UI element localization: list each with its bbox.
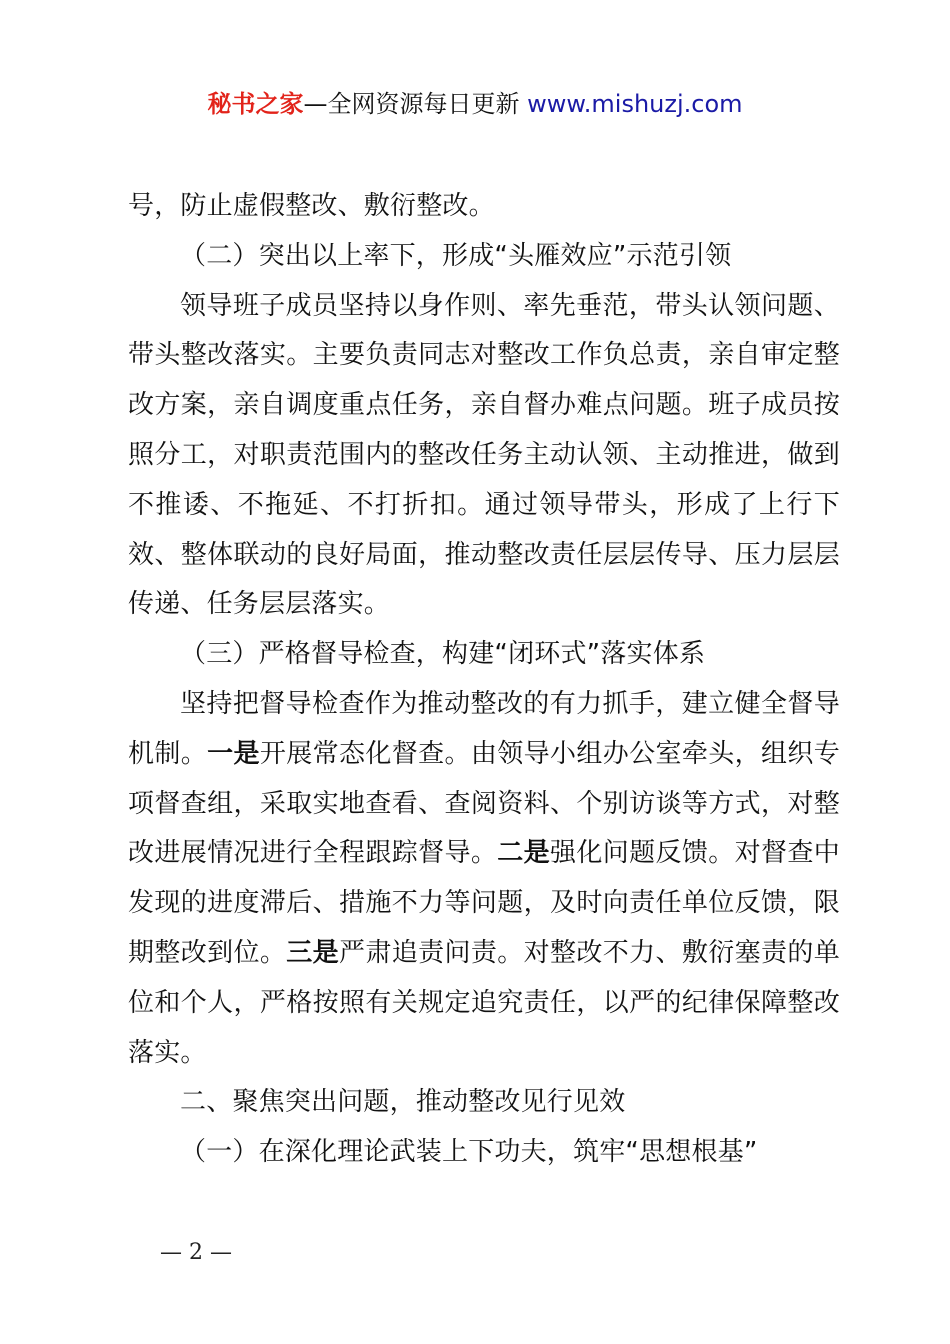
subsection-heading-1: （一）在深化理论武装上下功夫，筑牢“思想根基”	[180, 1137, 758, 1168]
document-body	[128, 182, 840, 1178]
paragraph-leadership: 领导班子成员坚持以身作则、率先垂范，带头认领问题、带头整改落实。主要负责同志对整改工作负总责，亲自审定整改方案，亲自调度重点任务，亲自督办难点问题。班子成员按照分工，对职责范围内的整改任务主动认领、主动推进，做到不推诿、不拖延、不打折扣。通过领导带头，形成了上行下效、整体联动的良好局面，推动整改责任层层传导、压力层层传递、任务层层落实。	[128, 290, 840, 620]
chapter-heading-2: 二、聚焦突出问题，推动整改见行见效	[180, 1087, 626, 1118]
page-number: — 2 —	[160, 1240, 232, 1265]
item-label-3: 三是	[286, 937, 340, 968]
section-heading-2: （二）突出以上率下，形成“头雁效应”示范引领	[180, 240, 732, 271]
site-header	[0, 86, 950, 122]
paragraph-supervision	[128, 680, 840, 1078]
header-tagline: —全网资源每日更新	[303, 90, 528, 118]
site-url-link[interactable]: www.mishuzj.com	[527, 90, 743, 118]
item-label-1: 一是	[207, 738, 260, 769]
section-heading-3: （三）严格督导检查，构建“闭环式”落实体系	[180, 639, 706, 670]
item-text-3: 严肃追责问责。对整改不力、敷衍塞责的单位和个人，严格按照有关规定追究责任，以严的纪律保障整改落实。	[128, 937, 841, 1068]
supervision-intro: 坚持把督导检查作为推动整改的有力抓手，建立健全督导机制。	[128, 688, 840, 769]
brand-name: 秘书之家	[207, 90, 304, 118]
item-text-1: 开展常态化督查。由领导小组办公室牵头，组织专项督查组，采取实地查看、查阅资料、个别访谈等方式，对整改进展情况进行全程跟踪督导。	[128, 738, 841, 869]
paragraph-continuation: 号，防止虚假整改、敷衍整改。	[128, 191, 495, 221]
item-text-2: 强化问题反馈。对督查中发现的进度滞后、措施不力等问题，及时向责任单位反馈，限期整改到位。	[128, 838, 840, 968]
item-label-2: 二是	[497, 838, 551, 869]
